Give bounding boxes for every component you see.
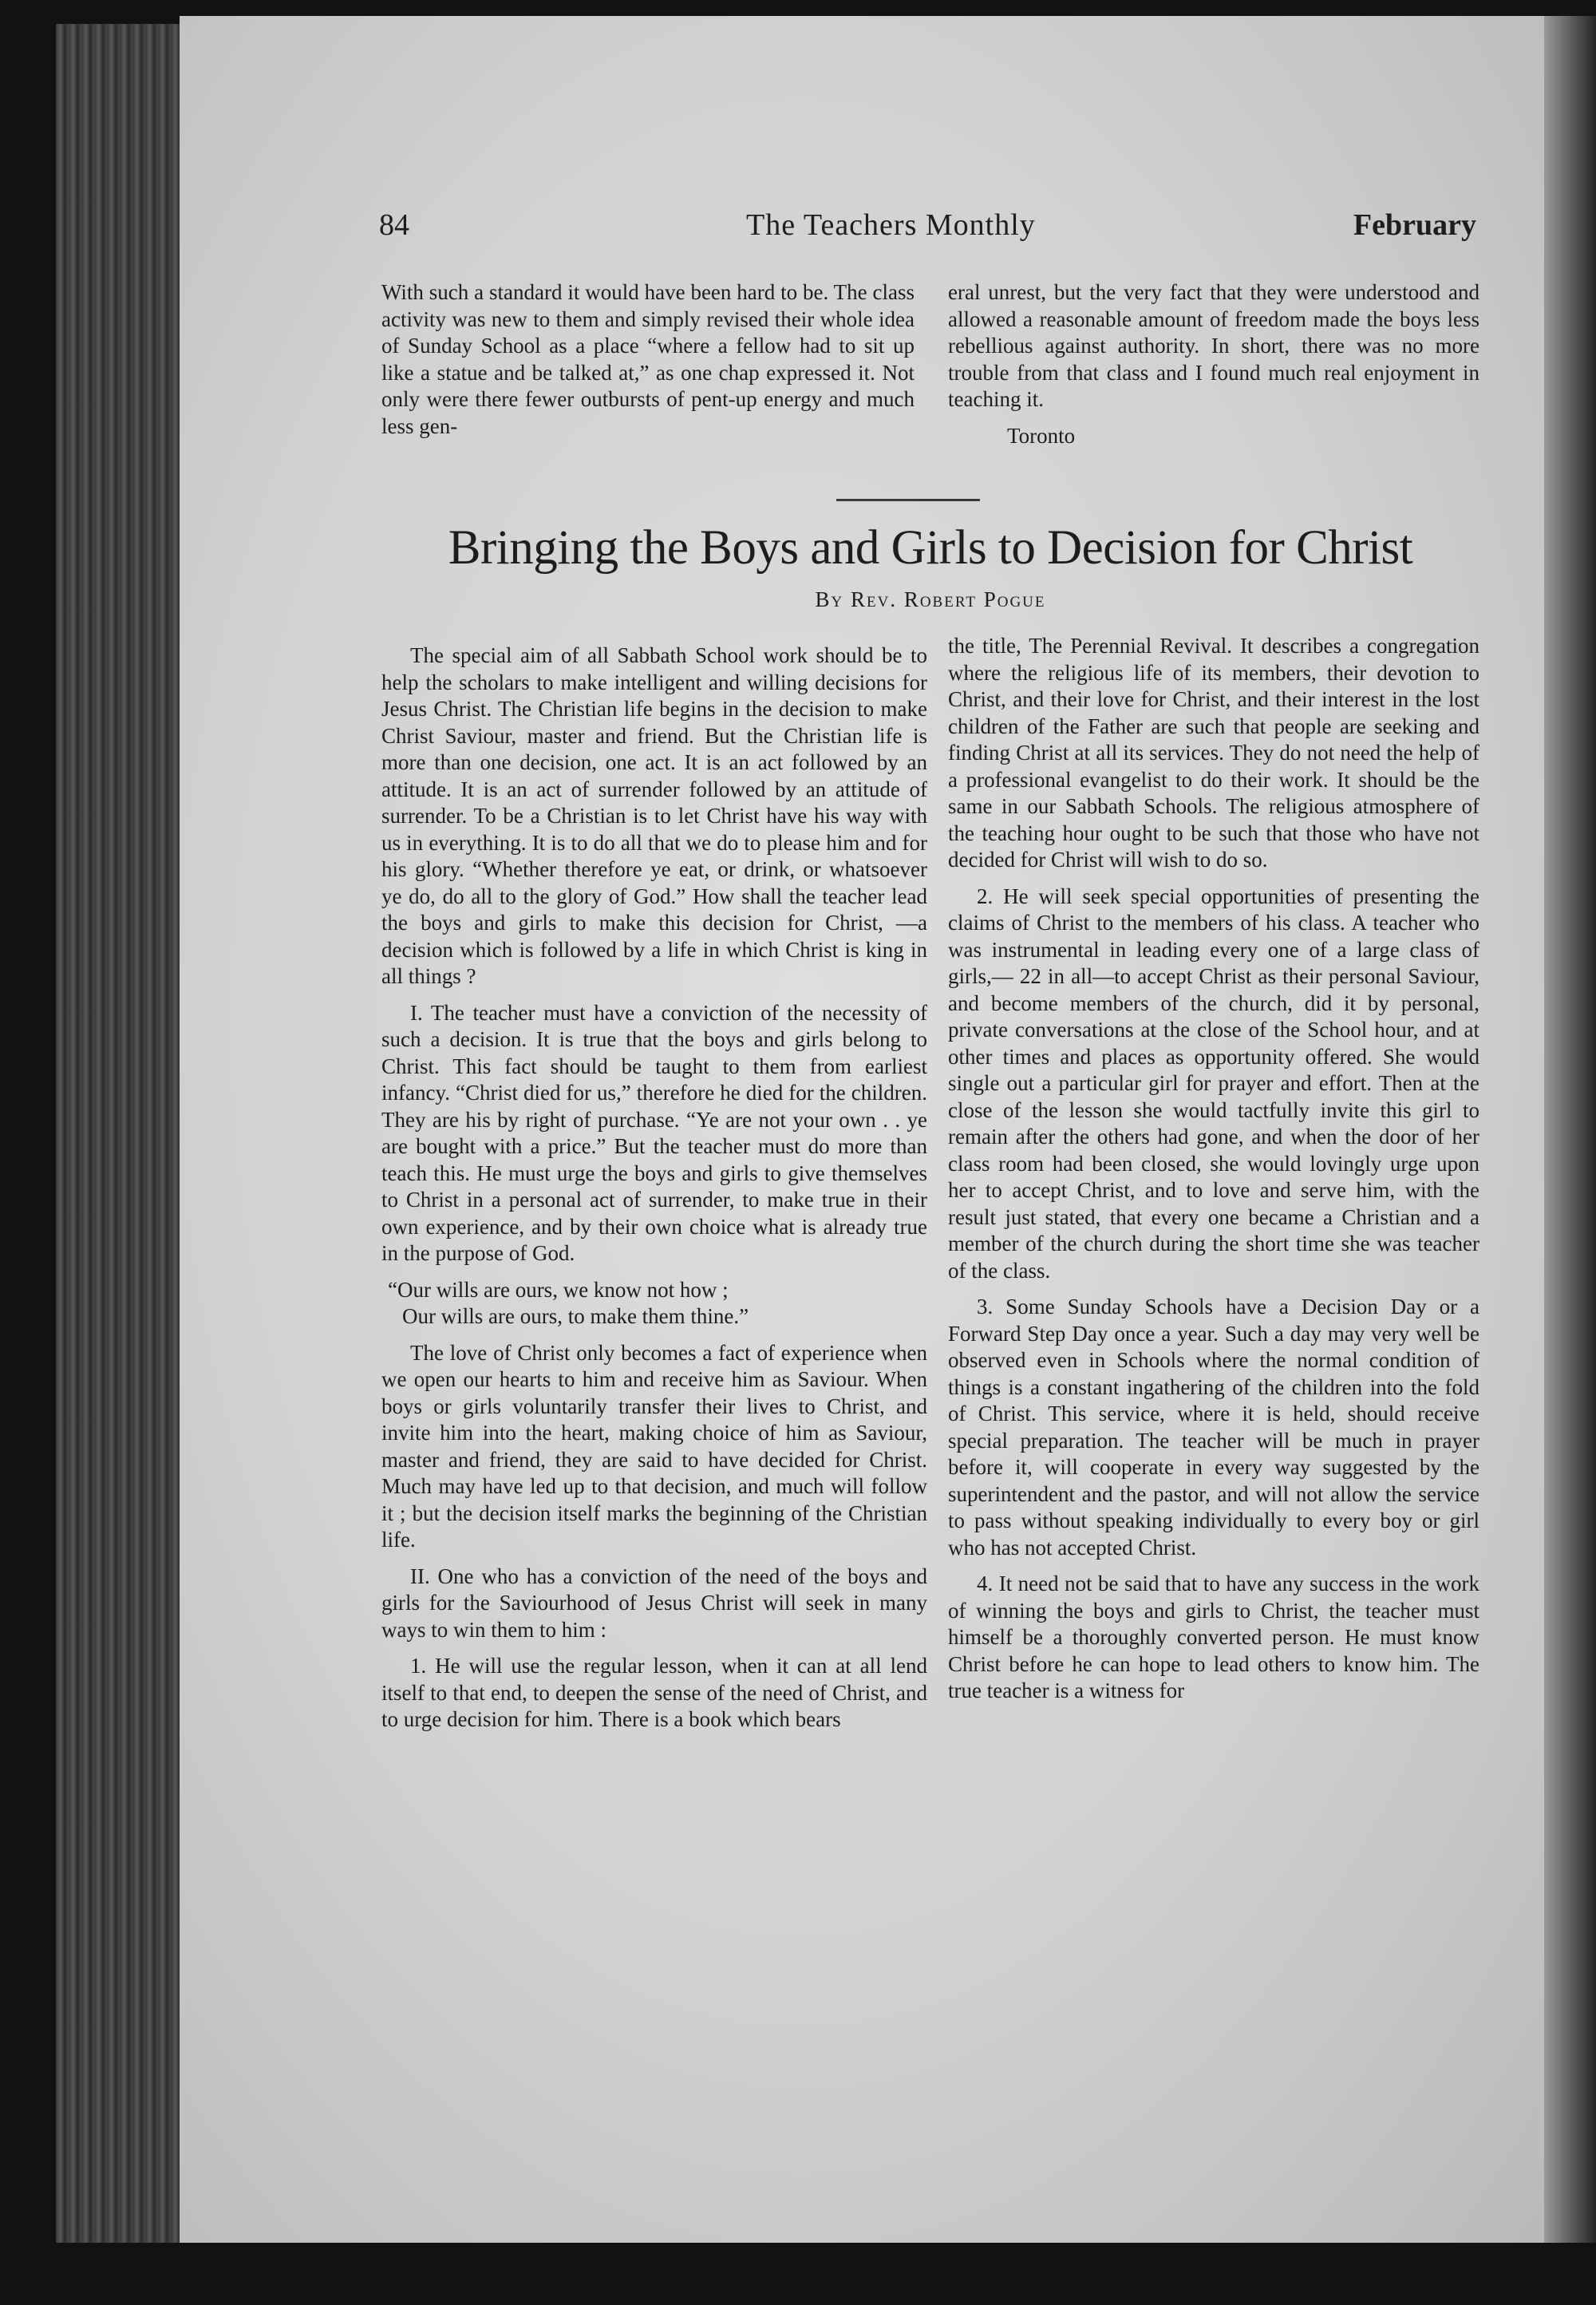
paragraph: The special aim of all Sabbath School work should be to help the scholars to make intelligent and willing decisions for Jesus Christ. The Christian life begins in the decision to make Christ Saviour, master and friend. But the Christian life is more than one decision, one act. It is an act followed by an attitude. It is an act of surrender followed by an attitude of surrender. To be a Christian is to let Christ have his way with us in everything. It is to do all that we do to please him and for his glory. “Whether therefore ye eat, or drink, or whatsoever ye do, do all to the glory of God.” How shall the teacher lead the boys and girls to make this decision for Christ, —a decision which is followed by a life in which Christ is king in all things ?: [381, 643, 927, 988]
gutter-shadow: [1544, 16, 1596, 2243]
running-header: [379, 208, 1476, 255]
verse-line: Our wills are ours, to make them thine.”: [402, 1304, 749, 1328]
issue-month: February: [1353, 208, 1476, 242]
article-byline: By Rev. Robert Pogue: [815, 587, 1046, 611]
previous-article-right-column: [948, 279, 1479, 459]
section-divider: [836, 499, 980, 501]
previous-article-left-column: [381, 279, 915, 449]
paragraph: the title, The Perennial Revival. It describes a congregation where the religious life of its members, their devotion to Christ, and their love for Christ, and their interest in the lost children of the Father are such that people are seeking and finding Christ at all its services. They do not need the help of a professional evangelist to do their work. It should be the same in our Sabbath Schools. The religious atmosphere of the teaching hour ought to be such that those who have not decided for Christ will wish to do so.: [948, 634, 1479, 872]
article-title: Bringing the Boys and Girls to Decision for Christ: [448, 521, 1413, 575]
article-left-column: [381, 642, 927, 1743]
paragraph: II. One who has a conviction of the need of the boys and girls for the Saviourhood of Jesus Christ will seek in many ways to win them to him :: [381, 1564, 927, 1642]
paragraph: 3. Some Sunday Schools have a Decision Day or a Forward Step Day once a year. Such a day may very well be observed even in Schools where the normal condition of things is a constant ingathering of the children into the fold of Christ. This service, where it is held, should receive special preparation. The teacher will be much in prayer before it, will cooperate in every way suggested by the superintendent and the pastor, and will not allow the service to pass without speaking individually to every boy or girl who has not accepted Christ.: [948, 1295, 1479, 1560]
paragraph: 2. He will seek special opportunities of presenting the claims of Christ to the members of his class. A teacher who was instrumental in leading every one of a large class of girls,— 22 in all—to accept Christ as their personal Saviour, and become members of the church, did it by personal, private conversations at the close of the School hour, and at other times and places as opportunity offered. She would single out a particular girl for prayer and effort. Then at the close of the lesson she would tactfully invite this girl to remain after the others had gone, and when the door of her class room had been closed, she would lovingly urge upon her to accept Christ, and to love and serve him, with the result just stated, that every one became a Christian and a member of the church during the short time she was teacher of the class.: [948, 884, 1479, 1283]
paragraph: I. The teacher must have a conviction of the necessity of such a decision. It is true that the boys and girls belong to Christ. This fact should be taught to them from earliest infancy. “Christ died for us,” therefore he died for the children. They are his by right of purchase. “Ye are not your own . . ye are bought with a price.” But the teacher must do more than teach this. He must urge the boys and girls to give themselves to Christ in a personal act of surrender, to make true in their own experience, and by their own choice what is already true in the purpose of God.: [381, 1000, 927, 1265]
previous-article-text-right: eral unrest, but the very fact that they were understood and allowed a reasonable amount of freedom made the boys less rebellious against authority. In short, there was no more trouble from that class and I found much real enjoyment in teaching it.: [948, 280, 1479, 411]
previous-article-text-left: With such a standard it would have been hard to be. The class activity was new to them and simply revised their whole idea of Sunday School as a place “where a fellow had to sit up like a statue and be talked at,” as one chap expressed it. Not only were there fewer outbursts of pent-up energy and much less gen-: [381, 280, 915, 438]
page-number: 84: [379, 208, 409, 242]
verse-line: “Our wills are ours, we know not how ;: [388, 1277, 729, 1302]
paragraph: The love of Christ only becomes a fact of experience when we open our hearts to him and receive him as Saviour. When boys or girls voluntarily transfer their lives to Christ, and invite him into the heart, making choice of him as Saviour, master and friend, they are said to have decided for Christ. Much may have led up to that decision, and much will follow it ; but the decision itself marks the beginning of the Christian life.: [381, 1340, 927, 1552]
previous-article-signoff: Toronto: [1007, 423, 1076, 448]
book-page-edges: [56, 24, 192, 2243]
paragraph: 4. It need not be said that to have any success in the work of winning the boys and girls to Christ, the teacher must himself be a thoroughly converted person. He must know Christ before he can hope to lead others to know him. The true teacher is a witness for: [948, 1572, 1479, 1702]
article-right-column: [948, 633, 1479, 1714]
paragraph: 1. He will use the regular lesson, when it can at all lend itself to that end, to deepen the sense of the need of Christ, and to urge decision for him. There is a book which bears: [381, 1654, 927, 1731]
journal-title: The Teachers Monthly: [746, 208, 1036, 242]
